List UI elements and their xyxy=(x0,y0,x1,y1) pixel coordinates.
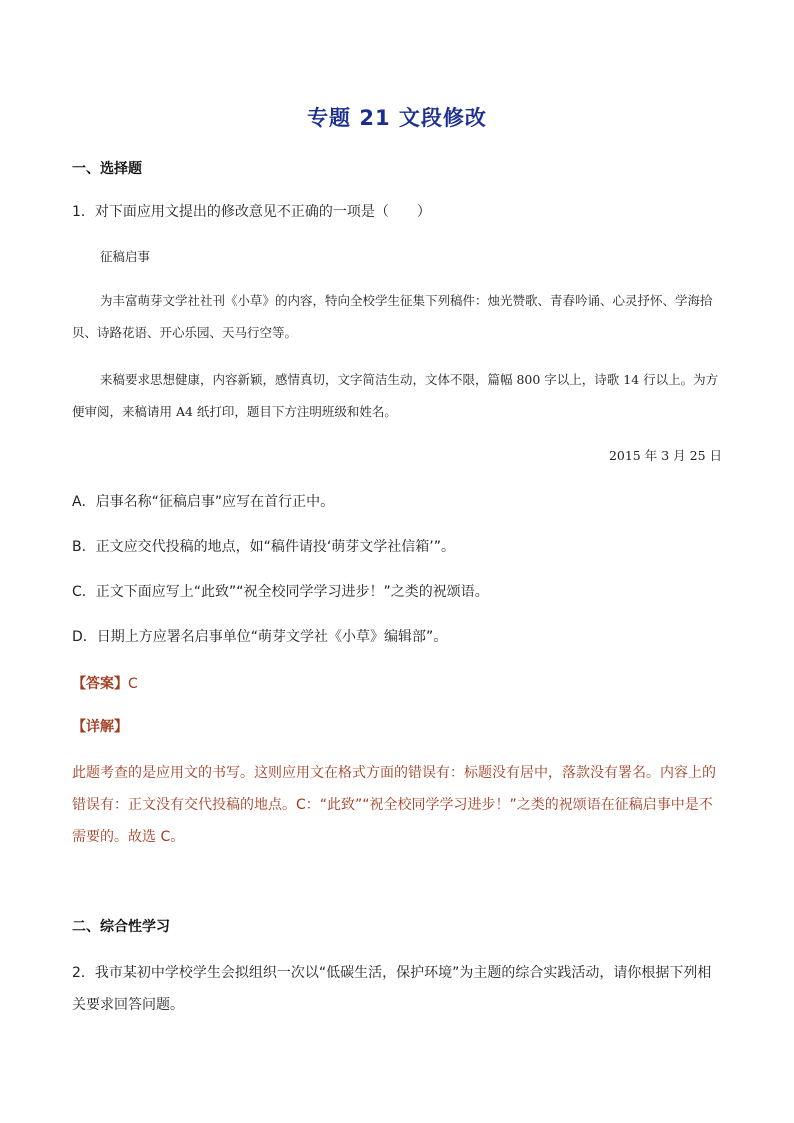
answer-label: 【答案】 xyxy=(72,676,128,692)
notice-date: 2015 年 3 月 25 日 xyxy=(608,448,722,463)
notice-title: 征稿启事 xyxy=(100,249,151,264)
analysis-text: 此题考查的是应用文的书写。这则应用文在格式方面的错误有：标题没有居中，落款没有署名。内容上的错误有：正文没有交代投稿的地点。C：“此致”“祝全校同学学习进步！”之类的祝颂语在征稿启事中是不需要的。故选 C。 xyxy=(72,765,716,845)
option-a: A．启事名称“征稿启事”应写在首行正中。 xyxy=(72,494,335,510)
notice-paragraph-1: 为丰富萌芽文学社社刊《小草》的内容，特向全校学生征集下列稿件：烛光赞歌、青春吟诵、心灵抒怀、学海拾贝、诗路花语、开心乐园、天马行空等。 xyxy=(72,293,713,340)
option-d: D．日期上方应署名启事单位“萌芽文学社《小草》编辑部”。 xyxy=(72,629,448,645)
answer-value: C xyxy=(128,676,138,692)
section-heading-choice: 一、选择题 xyxy=(72,161,142,177)
analysis-label: 【详解】 xyxy=(72,719,128,735)
option-c: C．正文下面应写上“此致”“祝全校同学学习进步！”之类的祝颂语。 xyxy=(72,584,489,600)
notice-paragraph-2: 来稿要求思想健康，内容新颖，感情真切，文字简洁生动，文体不限，篇幅 800 字以上，诗歌 14 行以上。为方便审阅，来稿请用 A4 纸打印，题目下方注明班级和姓名。 xyxy=(72,372,719,419)
section-heading-comprehensive: 二、综合性学习 xyxy=(72,919,170,935)
answer-line xyxy=(72,673,138,693)
page-title: 专题 21 文段修改 xyxy=(307,106,487,130)
question-1-stem: 1．对下面应用文提出的修改意见不正确的一项是（ ） xyxy=(72,204,431,220)
option-b: B．正文应交代投稿的地点，如“稿件请投‘萌芽文学社信箱’”。 xyxy=(72,539,456,555)
question-2-stem: 2．我市某初中学校学生会拟组织一次以“低碳生活，保护环境”为主题的综合实践活动，请你根据下列相关要求回答问题。 xyxy=(72,965,712,1013)
